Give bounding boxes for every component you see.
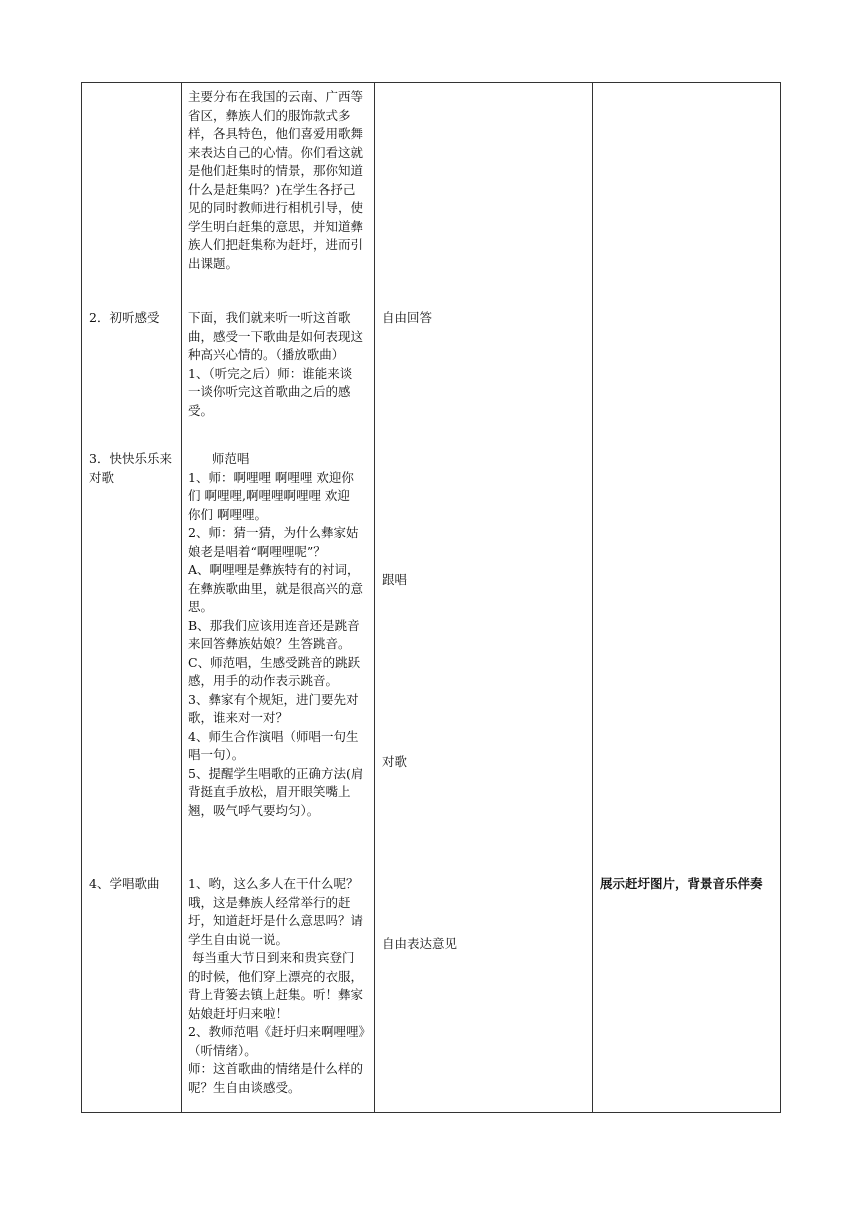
step-3-label: 3．快快乐乐来 对歌: [89, 451, 172, 485]
student-activity-1: 自由回答: [382, 310, 433, 325]
lesson-plan-table: [81, 82, 781, 1113]
teacher-activity-block-1: 主要分布在我国的云南、广西等 省区，彝族人们的服饰款式多 样，各具特色，他们喜爱用歌舞 来表达自己的心情。你们看这就 是他们赶集时的情景，那你知道 什么是赶集吗？)在学生各抒己 见的同时教师进行相机引导，使 学生明白赶集的意思，并知道彝 族人们把赶集称为赶圩，进而引 出课题。: [188, 89, 364, 271]
teacher-activity-block-2: 下面，我们就来听一听这首歌 曲，感受一下歌曲是如何表现这 种高兴心情的。（播放歌曲） 1、（听完之后）师：谁能来谈 一谈你听完这首歌曲之后的感 受。: [188, 310, 364, 418]
teacher-activity-block-4: 1、哟，这么多人在干什么呢？ 哦，这是彝族人经常举行的赶 圩，知道赶圩是什么意思吗？请 学生自由说一说。 每当重大节日到来和贵宾登门 的时候，他们穿上漂亮的衣服， 背上背篓去镇上赶集。听！彝家 姑娘赶圩归来啦！ 2、教师范唱《赶圩归来啊哩哩》 （听情绪）。 师：这首歌曲的情绪是什么样的 呢？生自由谈感受。: [188, 876, 371, 1095]
column-divider: [592, 83, 593, 1112]
student-activity-2: 跟唱: [382, 572, 408, 587]
step-4-label: 4、学唱歌曲: [89, 876, 160, 891]
column-divider: [181, 83, 182, 1112]
column-divider: [374, 83, 375, 1112]
teacher-activity-block-3: 师范唱 1、师：啊哩哩 啊哩哩 欢迎你 们 啊哩哩,啊哩哩啊哩哩 欢迎 你们 啊哩哩。 2、师：猜一猜，为什么彝家姑 娘老是唱着“啊哩哩呢”？ A、啊哩哩是彝族特有的衬词， 在彝族歌曲里，就是很高兴的意 思。 B、那我们应该用连音还是跳音 来回答彝族姑娘？生答跳音。 C、师范唱，生感受跳音的跳跃 感，用手的动作表示跳音。 3、彝家有个规矩，进门要先对 歌，谁来对一对？ 4、师生合作演唱（师唱一句生 唱一句）。 5、提醒学生唱歌的正确方法(肩 背挺直手放松，眉开眼笑嘴上 翘，吸气呼气要均匀）。: [188, 451, 364, 818]
step-2-label: 2．初听感受: [89, 310, 160, 325]
media-note: 展示赶圩图片，背景音乐伴奏: [600, 876, 763, 891]
student-activity-3: 对歌: [382, 754, 408, 769]
student-activity-4: 自由表达意见: [382, 936, 458, 951]
